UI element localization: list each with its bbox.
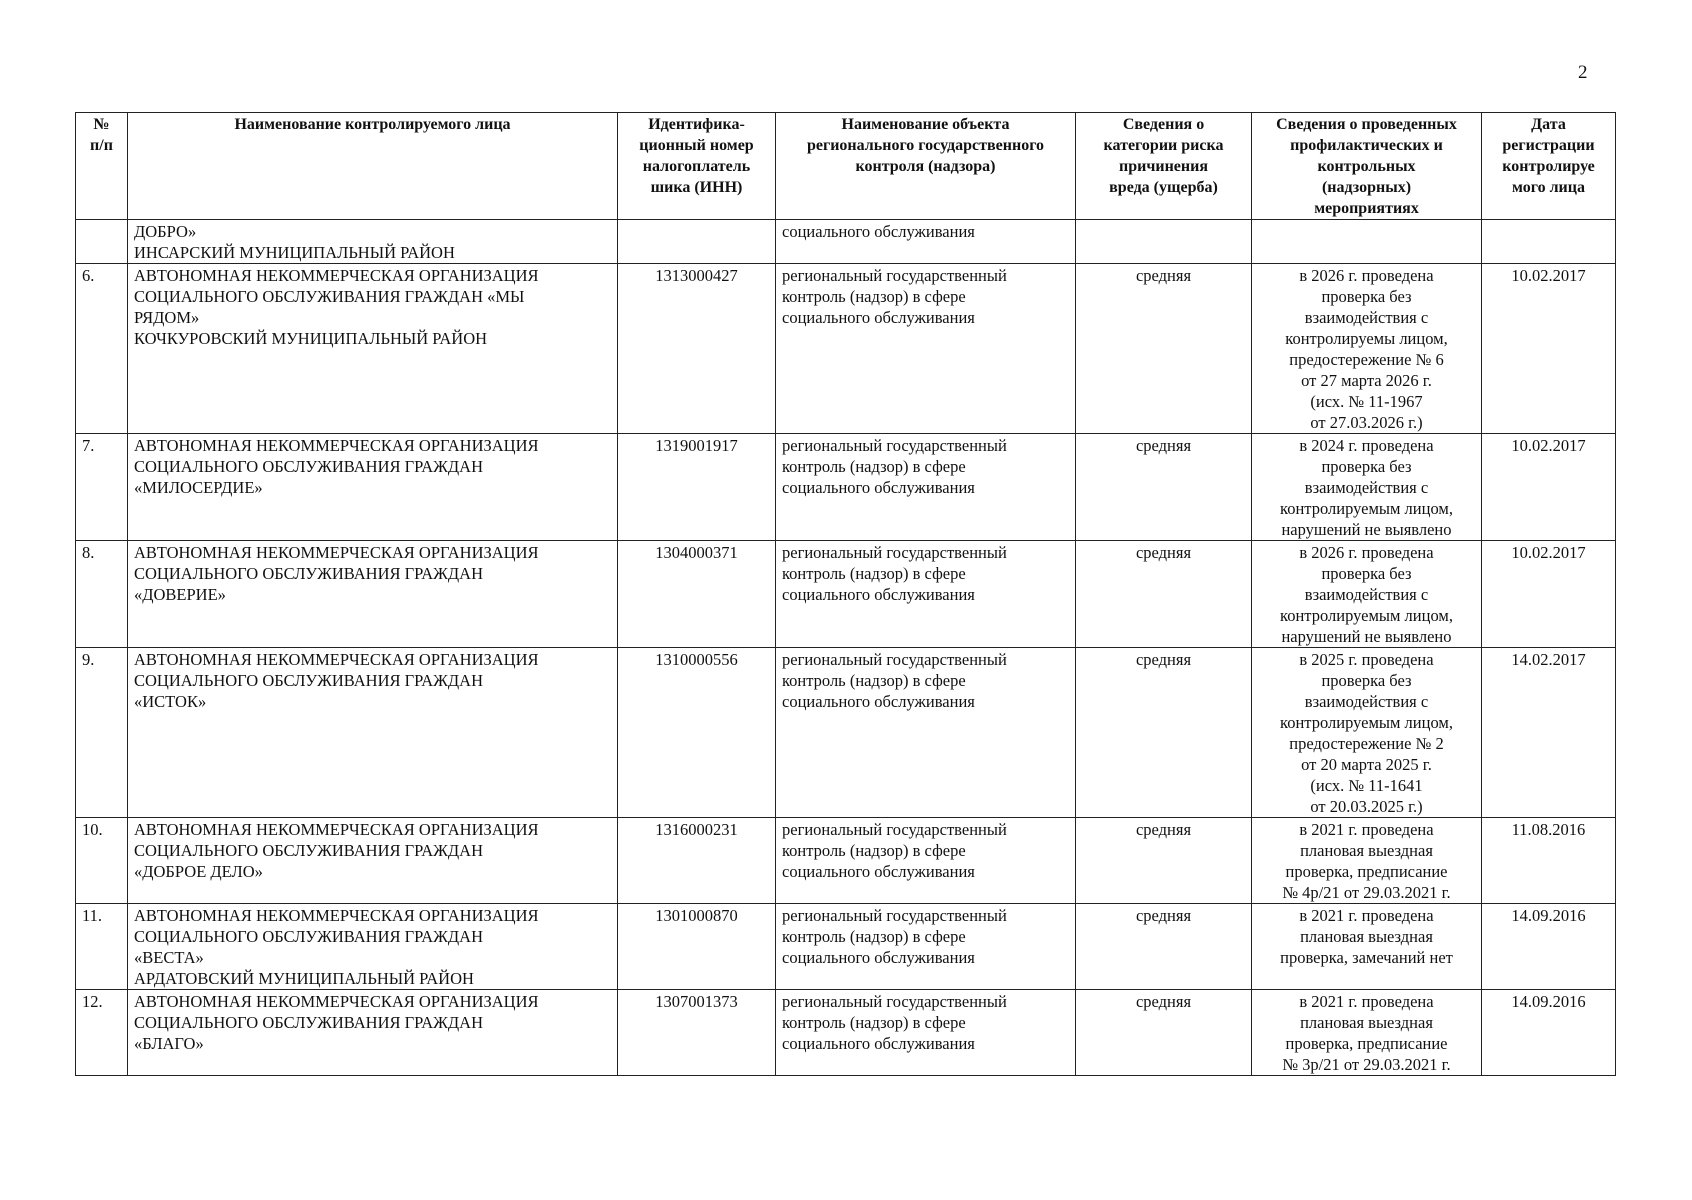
entity-name-line: СОЦИАЛЬНОГО ОБСЛУЖИВАНИЯ ГРАЖДАН	[134, 841, 484, 860]
registry-table	[75, 112, 1616, 1076]
table-row	[76, 904, 1616, 990]
inn-cell: 1316000231	[618, 818, 776, 904]
events-cell-line: проверка без	[1321, 457, 1412, 476]
entity-name	[128, 648, 618, 818]
entity-name-line: «ДОВЕРИЕ»	[134, 585, 226, 604]
row-number: 9.	[76, 648, 128, 818]
control-object	[776, 818, 1076, 904]
control-object-line: региональный государственный	[782, 992, 1007, 1011]
events-cell	[1252, 990, 1482, 1076]
control-object-line: контроль (надзор) в сфере	[782, 841, 966, 860]
entity-name	[128, 541, 618, 648]
control-object	[776, 220, 1076, 264]
events-cell-line: плановая выездная	[1300, 841, 1433, 860]
row-number: 12.	[76, 990, 128, 1076]
events-cell-line: взаимодействия с	[1304, 478, 1429, 497]
entity-name-line: «БЛАГО»	[134, 1034, 204, 1053]
entity-name-line: СОЦИАЛЬНОГО ОБСЛУЖИВАНИЯ ГРАЖДАН	[134, 927, 484, 946]
control-object-line: региональный государственный	[782, 436, 1007, 455]
control-object-line: социального обслуживания	[782, 948, 975, 967]
control-object	[776, 648, 1076, 818]
events-cell-line: в 2026 г. проведена	[1299, 266, 1434, 285]
control-object-line: контроль (надзор) в сфере	[782, 287, 966, 306]
control-object-line: контроль (надзор) в сфере	[782, 671, 966, 690]
header-line: категории риска	[1103, 137, 1224, 154]
inn-cell	[618, 220, 776, 264]
entity-name-line: АВТОНОМНАЯ НЕКОММЕРЧЕСКАЯ ОРГАНИЗАЦИЯ	[134, 650, 539, 669]
control-object-line: контроль (надзор) в сфере	[782, 564, 966, 583]
page-number: 2	[1578, 62, 1588, 83]
entity-name	[128, 990, 618, 1076]
events-cell-line: (исх. № 11-1967	[1310, 392, 1423, 411]
events-cell-line: плановая выездная	[1300, 927, 1433, 946]
entity-name	[128, 904, 618, 990]
table-row	[76, 541, 1616, 648]
entity-name-line: ИНСАРСКИЙ МУНИЦИПАЛЬНЫЙ РАЙОН	[134, 243, 455, 262]
events-cell-line: в 2026 г. проведена	[1299, 543, 1434, 562]
col-name-header	[128, 113, 618, 220]
events-cell-line: от 20.03.2025 г.)	[1310, 797, 1423, 816]
header-line: регионального государственного	[806, 137, 1045, 154]
risk-category: средняя	[1076, 990, 1252, 1076]
events-cell-line: в 2025 г. проведена	[1299, 650, 1434, 669]
col-date-header	[1482, 113, 1616, 220]
header-line: мероприятиях	[1314, 200, 1419, 217]
events-cell-line: взаимодействия с	[1304, 308, 1429, 327]
table-row	[76, 648, 1616, 818]
events-cell	[1252, 434, 1482, 541]
control-object-line: региональный государственный	[782, 543, 1007, 562]
row-number: 8.	[76, 541, 128, 648]
table-row	[76, 220, 1616, 264]
table-row	[76, 264, 1616, 434]
control-object-line: контроль (надзор) в сфере	[782, 457, 966, 476]
entity-name-line: «ИСТОК»	[134, 692, 207, 711]
events-cell-line: в 2024 г. проведена	[1299, 436, 1434, 455]
table-body	[76, 220, 1616, 1076]
events-cell-line: проверка, замечаний нет	[1280, 948, 1453, 967]
header-line: Идентифика-	[648, 116, 745, 133]
entity-name-line: СОЦИАЛЬНОГО ОБСЛУЖИВАНИЯ ГРАЖДАН	[134, 671, 484, 690]
entity-name-line: СОЦИАЛЬНОГО ОБСЛУЖИВАНИЯ ГРАЖДАН	[134, 457, 484, 476]
registration-date: 14.02.2017	[1482, 648, 1616, 818]
header-line: контролируе	[1502, 158, 1595, 175]
control-object	[776, 264, 1076, 434]
events-cell-line: нарушений не выявлено	[1281, 520, 1452, 539]
events-cell	[1252, 818, 1482, 904]
events-cell-line: в 2021 г. проведена	[1299, 992, 1434, 1011]
control-object-line: региональный государственный	[782, 266, 1007, 285]
control-object-line: региональный государственный	[782, 906, 1007, 925]
events-cell-line: № 4р/21 от 29.03.2021 г.	[1282, 883, 1451, 902]
events-cell-line: от 27 марта 2026 г.	[1301, 371, 1432, 390]
risk-category: средняя	[1076, 818, 1252, 904]
control-object	[776, 541, 1076, 648]
risk-category: средняя	[1076, 434, 1252, 541]
events-cell-line: в 2021 г. проведена	[1299, 906, 1434, 925]
control-object-line: региональный государственный	[782, 820, 1007, 839]
table-row	[76, 990, 1616, 1076]
entity-name	[128, 434, 618, 541]
inn-cell: 1310000556	[618, 648, 776, 818]
risk-category: средняя	[1076, 541, 1252, 648]
entity-name	[128, 818, 618, 904]
events-cell-line: проверка, предписание	[1285, 862, 1448, 881]
events-cell-line: контролируемым лицом,	[1280, 606, 1453, 625]
entity-name	[128, 220, 618, 264]
entity-name-line: АВТОНОМНАЯ НЕКОММЕРЧЕСКАЯ ОРГАНИЗАЦИЯ	[134, 992, 539, 1011]
table-row	[76, 818, 1616, 904]
control-object-line: социального обслуживания	[782, 585, 975, 604]
table-row	[76, 434, 1616, 541]
entity-name-line: «ДОБРОЕ ДЕЛО»	[134, 862, 263, 881]
entity-name-line: ДОБРО»	[134, 222, 197, 241]
header-line: вреда (ущерба)	[1109, 179, 1218, 196]
events-cell	[1252, 904, 1482, 990]
risk-category: средняя	[1076, 904, 1252, 990]
entity-name-line: АВТОНОМНАЯ НЕКОММЕРЧЕСКАЯ ОРГАНИЗАЦИЯ	[134, 266, 539, 285]
col-object-header	[776, 113, 1076, 220]
inn-cell: 1304000371	[618, 541, 776, 648]
row-number: 6.	[76, 264, 128, 434]
events-cell-line: контролируемы лицом,	[1285, 329, 1448, 348]
entity-name-line: АВТОНОМНАЯ НЕКОММЕРЧЕСКАЯ ОРГАНИЗАЦИЯ	[134, 906, 539, 925]
col-inn-header	[618, 113, 776, 220]
header-line: профилактических и	[1290, 137, 1443, 154]
events-cell-line: № 3р/21 от 29.03.2021 г.	[1282, 1055, 1451, 1074]
header-line: причинения	[1119, 158, 1208, 175]
entity-name-line: СОЦИАЛЬНОГО ОБСЛУЖИВАНИЯ ГРАЖДАН	[134, 1013, 484, 1032]
header-line: Дата	[1531, 116, 1566, 133]
header-line: контрольных	[1317, 158, 1416, 175]
events-cell-line: от 20 марта 2025 г.	[1301, 755, 1432, 774]
events-cell	[1252, 541, 1482, 648]
entity-name-line: АВТОНОМНАЯ НЕКОММЕРЧЕСКАЯ ОРГАНИЗАЦИЯ	[134, 820, 539, 839]
entity-name-line: СОЦИАЛЬНОГО ОБСЛУЖИВАНИЯ ГРАЖДАН	[134, 564, 484, 583]
entity-name-line: АВТОНОМНАЯ НЕКОММЕРЧЕСКАЯ ОРГАНИЗАЦИЯ	[134, 543, 539, 562]
registration-date	[1482, 220, 1616, 264]
control-object-line: социального обслуживания	[782, 862, 975, 881]
entity-name-line: «ВЕСТА»	[134, 948, 204, 967]
header-line: налогоплатель	[642, 158, 751, 175]
events-cell-line: контролируемым лицом,	[1280, 499, 1453, 518]
events-cell-line: проверка, предписание	[1285, 1034, 1448, 1053]
row-number: 10.	[76, 818, 128, 904]
registration-date: 14.09.2016	[1482, 990, 1616, 1076]
col-num-header	[76, 113, 128, 220]
control-object-line: контроль (надзор) в сфере	[782, 927, 966, 946]
risk-category	[1076, 220, 1252, 264]
events-cell-line: плановая выездная	[1300, 1013, 1433, 1032]
col-risk-header	[1076, 113, 1252, 220]
table-header	[76, 113, 1616, 220]
events-cell-line: предостережение № 2	[1289, 734, 1444, 753]
header-line: Наименование объекта	[841, 116, 1010, 133]
registration-date: 11.08.2016	[1482, 818, 1616, 904]
header-line: Сведения о проведенных	[1276, 116, 1457, 133]
entity-name-line: «МИЛОСЕРДИЕ»	[134, 478, 263, 497]
registration-date: 10.02.2017	[1482, 264, 1616, 434]
header-line: Сведения о	[1122, 116, 1205, 133]
entity-name-line: СОЦИАЛЬНОГО ОБСЛУЖИВАНИЯ ГРАЖДАН «МЫ	[134, 287, 525, 306]
events-cell	[1252, 264, 1482, 434]
control-object	[776, 990, 1076, 1076]
control-object-line: социального обслуживания	[782, 478, 975, 497]
inn-cell: 1313000427	[618, 264, 776, 434]
registration-date: 14.09.2016	[1482, 904, 1616, 990]
entity-name	[128, 264, 618, 434]
header-line: шика (ИНН)	[650, 179, 743, 196]
control-object-line: контроль (надзор) в сфере	[782, 1013, 966, 1032]
header-row	[76, 113, 1616, 220]
row-number: 7.	[76, 434, 128, 541]
control-object-line: региональный государственный	[782, 650, 1007, 669]
events-cell-line: нарушений не выявлено	[1281, 627, 1452, 646]
row-number	[76, 220, 128, 264]
inn-cell: 1301000870	[618, 904, 776, 990]
control-object-line: социального обслуживания	[782, 308, 975, 327]
control-object	[776, 904, 1076, 990]
header-line: ционный номер	[639, 137, 754, 154]
control-object	[776, 434, 1076, 541]
header-line: мого лица	[1512, 179, 1585, 196]
control-object-line: социального обслуживания	[782, 222, 975, 241]
entity-name-line: АВТОНОМНАЯ НЕКОММЕРЧЕСКАЯ ОРГАНИЗАЦИЯ	[134, 436, 539, 455]
events-cell-line: от 27.03.2026 г.)	[1310, 413, 1423, 432]
events-cell-line: проверка без	[1321, 564, 1412, 583]
entity-name-line: КОЧКУРОВСКИЙ МУНИЦИПАЛЬНЫЙ РАЙОН	[134, 329, 488, 348]
inn-cell: 1319001917	[618, 434, 776, 541]
header-line: п/п	[90, 137, 113, 154]
header-line: регистрации	[1502, 137, 1595, 154]
header-line: №	[93, 116, 110, 133]
header-line: (надзорных)	[1321, 179, 1412, 196]
entity-name-line: АРДАТОВСКИЙ МУНИЦИПАЛЬНЫЙ РАЙОН	[134, 969, 474, 988]
events-cell-line: предостережение № 6	[1289, 350, 1444, 369]
inn-cell: 1307001373	[618, 990, 776, 1076]
registration-date: 10.02.2017	[1482, 541, 1616, 648]
events-cell-line: взаимодействия с	[1304, 585, 1429, 604]
events-cell-line: проверка без	[1321, 287, 1412, 306]
control-object-line: социального обслуживания	[782, 692, 975, 711]
events-cell	[1252, 648, 1482, 818]
events-cell-line: (исх. № 11-1641	[1310, 776, 1423, 795]
risk-category: средняя	[1076, 648, 1252, 818]
header-line: контроля (надзора)	[855, 158, 996, 175]
entity-name-line: РЯДОМ»	[134, 308, 200, 327]
events-cell	[1252, 220, 1482, 264]
events-cell-line: контролируемым лицом,	[1280, 713, 1453, 732]
control-object-line: социального обслуживания	[782, 1034, 975, 1053]
col-events-header	[1252, 113, 1482, 220]
risk-category: средняя	[1076, 264, 1252, 434]
header-line: Наименование контролируемого лица	[234, 116, 511, 133]
events-cell-line: проверка без	[1321, 671, 1412, 690]
events-cell-line: в 2021 г. проведена	[1299, 820, 1434, 839]
row-number: 11.	[76, 904, 128, 990]
registration-date: 10.02.2017	[1482, 434, 1616, 541]
events-cell-line: взаимодействия с	[1304, 692, 1429, 711]
